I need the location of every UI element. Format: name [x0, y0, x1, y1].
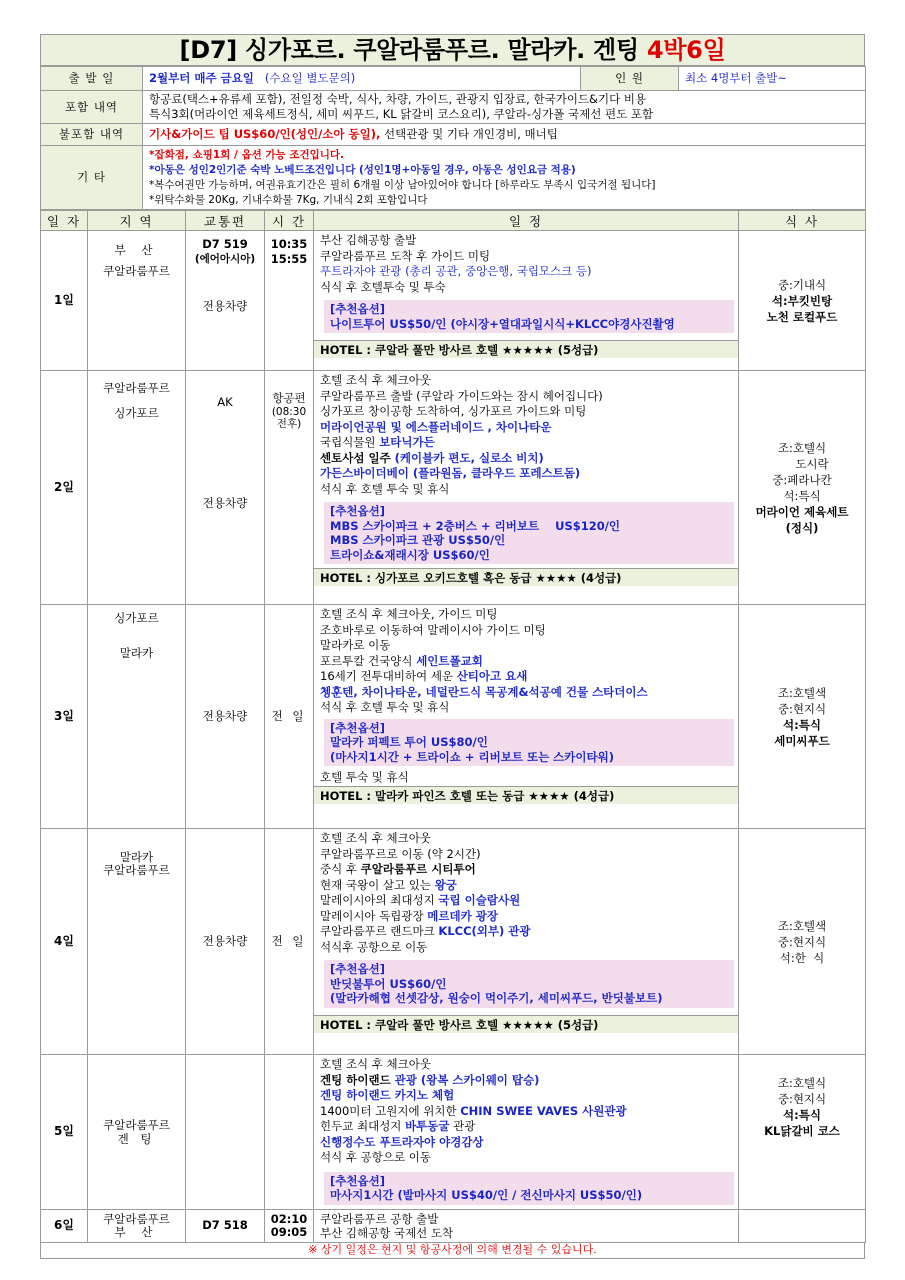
transport-cell — [186, 1055, 265, 1210]
time-cell: 전 일 — [265, 829, 314, 1055]
departure-value: 2월부터 매주 금요일 (수요일 별도문의) — [143, 67, 581, 91]
itinerary-cell: 호텔 조식 후 체크아웃 쿠알라룸푸르 출발 (쿠알라 가이드와는 잠시 헤어집니다) 싱가포르 창이공항 도착하여, 싱가포르 가이드와 미팅 머라이언공원 및 에스플러네이드 , 차이나타운 국립식물원 보타닉가든 센토사섬 일주 (케이블카 편도, 실로소 비치) 가든스바이더베이 (플라원돔, 클라우드 포레스트돔) 석식 후 호텔 투숙 및 휴식 [추천옵션] MBS 스카이파크 + 2층버스 + 리버보트 US$120/인 MBS 스카이파크 관광 US$50/인 트라이쇼&재래시장 US$60/인 HOTEL : 싱가포르 오키드호텔 혹은 동급 ★★★★ (4성급) — [314, 371, 739, 605]
included-label: 포함 내역 — [41, 91, 143, 124]
header-region: 지 역 — [88, 211, 186, 231]
region-cell: 말라카 쿠알라룸푸르 — [88, 829, 186, 1055]
info-table — [40, 66, 866, 210]
meal-cell: 조:호텔색 중:현지식 석:특식 세미씨푸드 — [739, 605, 866, 829]
option-box: [추천옵션] 마사지1시간 (발마사지 US$40/인 / 전신마사지 US$50/인) — [324, 1172, 734, 1205]
region-cell: 부 산 쿠알라룸푸르 — [88, 231, 186, 371]
etc-label: 기 타 — [41, 146, 143, 210]
etc-value: *잡화점, 쇼핑1회 / 옵션 가능 조건입니다. *아동은 성인2인기준 숙박 노베드조건입니다 (성인1명+아동일 경우, 아동은 성인요금 적용) *복수여권만 가능하며, 여권유효기간은 필히 6개월 이상 남아있어야 합니다 [하루라도 부족시 입국거절 됩니다] *위탁수화물 20Kg, 기내수화물 7Kg, 기내식 2회 포함입니다 — [143, 146, 866, 210]
page-title — [40, 34, 865, 66]
day-label: 4일 — [41, 829, 88, 1055]
itinerary-cell: 호텔 조식 후 체크아웃, 가이드 미팅 조호바루로 이동하여 말레이시아 가이드 미팅 말라카로 이동 포르투칼 건국양식 세인트폴교회 16세기 전투대비하여 세운 산티아고 요새 쳉훈텐, 차이나타운, 네덜란드식 목공계&석공예 건물 스타더이스 석식 후 호텔 투숙 및 휴식 [추천옵션] 말라카 퍼펙트 투어 US$80/인 (마사지1시간 + 트라이쇼 + 리버보트 또는 스카이타워) 호텔 투숙 및 휴식 HOTEL : 말라카 파인즈 호텔 또는 동급 ★★★★ (4성급) — [314, 605, 739, 829]
region-cell: 쿠알라룸푸르 겐 팅 — [88, 1055, 186, 1210]
day-label: 5일 — [41, 1055, 88, 1210]
itinerary-cell: 부산 김해공항 출발 쿠알라룸푸르 도착 후 가이드 미팅 푸트라자야 관광 (총리 공관, 중앙은행, 국립모스크 등) 식식 후 호텔투숙 및 투숙 [추천옵션] 나이트투어 US$50/인 (야시장+열대과일시식+KLCC야경사진촬영 HOTEL : 쿠알라 풀만 방사르 호텔 ★★★★★ (5성급) — [314, 231, 739, 371]
day-label: 2일 — [41, 371, 88, 605]
transport-cell: AK 전용차량 — [186, 371, 265, 605]
schedule-table — [40, 210, 866, 1243]
option-box: [추천옵션] 나이트투어 US$50/인 (야시장+열대과일시식+KLCC야경사진촬영 — [324, 300, 734, 333]
header-itinerary: 일 정 — [314, 211, 739, 231]
transport-cell: 전용차량 — [186, 829, 265, 1055]
people-value: 최소 4명부터 출발~ — [679, 67, 866, 91]
meal-cell — [739, 1209, 866, 1242]
excluded-value: 기사&가이드 팁 US$60/인(성인/소아 동일), 선택관광 및 기타 개인경비, 매너팁 — [143, 124, 866, 146]
option-box: [추천옵션] 말라카 퍼펙트 투어 US$80/인 (마사지1시간 + 트라이쇼 + 리버보트 또는 스카이타워) — [324, 719, 734, 767]
itinerary-cell: 호텔 조식 후 체크아웃 겐팅 하이랜드 관광 (왕복 스카이웨이 탑승) 겐팅 하이랜드 카지노 체험 1400미터 고원지에 위치한 CHIN SWEE VAVES 사원관광 힌두교 최대성지 바투동굴 관광 신행정수도 푸트라자야 야경감상 석식 후 공항으로 이동 [추천옵션] 마사지1시간 (발마사지 US$40/인 / 전신마사지 US$50/인) — [314, 1055, 739, 1210]
people-label: 인 원 — [581, 67, 679, 91]
meal-cell: 조:호텔색 중:현지식 석:한 식 — [739, 829, 866, 1055]
day-row-4 — [41, 829, 866, 1055]
meal-cell: 조:호텔식 도시락 중:페라나칸 석:특식 머라이언 제육세트 (정식) — [739, 371, 866, 605]
departure-label: 출 발 일 — [41, 67, 143, 91]
transport-cell: 전용차량 — [186, 605, 265, 829]
header-transport: 교통편 — [186, 211, 265, 231]
header-day: 일 자 — [41, 211, 88, 231]
hotel-line: HOTEL : 쿠알라 풀만 방사르 호텔 ★★★★★ (5성급) — [314, 340, 738, 358]
region-cell: 쿠알라룸푸르 싱가포르 — [88, 371, 186, 605]
footnote: ※ 상기 일정은 현지 및 항공사정에 의해 변경될 수 있습니다. — [40, 1243, 865, 1259]
meal-cell: 중:기내식 석:부킷빈탕 노천 로컬푸드 — [739, 231, 866, 371]
time-cell: 02:10 09:05 — [265, 1209, 314, 1242]
title-duration: 4박6일 — [646, 36, 726, 64]
meal-cell: 조:호텔식 중:현지식 석:특식 KL닭갈비 코스 — [739, 1055, 866, 1210]
time-cell — [265, 1055, 314, 1210]
time-cell: 10:35 15:55 — [265, 231, 314, 371]
time-cell: 전 일 — [265, 605, 314, 829]
hotel-line: HOTEL : 말라카 파인즈 호텔 또는 동급 ★★★★ (4성급) — [314, 786, 738, 804]
day-label: 1일 — [41, 231, 88, 371]
day-row-3 — [41, 605, 866, 829]
title-main: [D7] 싱가포르. 쿠알라룸푸르. 말라카. 겐팅 — [179, 36, 639, 64]
header-meals: 식 사 — [739, 211, 866, 231]
transport-cell: D7 518 — [186, 1209, 265, 1242]
region-cell: 싱가포르 말라카 — [88, 605, 186, 829]
day-row-2 — [41, 371, 866, 605]
itinerary-cell: 호텔 조식 후 체크아웃 쿠알라룸푸르로 이동 (약 2시간) 중식 후 쿠알라룸푸르 시티투어 현재 국왕이 살고 있는 왕궁 말레이시아의 최대성지 국립 이슬람사원 말레이시아 독립광장 메르데카 광장 쿠알라룸푸르 랜드마크 KLCC(외부) 관광 석식후 공항으로 이동 [추천옵션] 반딧불투어 US$60/인 (말라카해협 선셋감상, 원숭이 먹이주기, 세미씨푸드, 반딧불보트) HOTEL : 쿠알라 풀만 방사르 호텔 ★★★★★ (5성급) — [314, 829, 739, 1055]
region-cell: 쿠알라룸푸르 부 산 — [88, 1209, 186, 1242]
option-box: [추천옵션] MBS 스카이파크 + 2층버스 + 리버보트 US$120/인 MBS 스카이파크 관광 US$50/인 트라이쇼&재래시장 US$60/인 — [324, 502, 734, 564]
included-value: 항공료(택스+유류세 포함), 전일정 숙박, 식사, 차량, 가이드, 관광지 입장료, 한국가이드&기다 비용 특식3회(머라이언 제육세트정식, 세미 씨푸드, KL 닭갈비 코스요리), 쿠알라-싱가폴 국제선 편도 포함 — [143, 91, 866, 124]
day-row-1 — [41, 231, 866, 371]
itinerary-sheet — [40, 34, 865, 1259]
day-row-5 — [41, 1055, 866, 1210]
header-time: 시 간 — [265, 211, 314, 231]
itinerary-cell: 쿠알라룸푸르 공항 출발 부산 김해공항 국제선 도착 — [314, 1209, 739, 1242]
time-cell: 항공편 (08:30 전후) — [265, 371, 314, 605]
day-label: 6일 — [41, 1209, 88, 1242]
day-row-6 — [41, 1209, 866, 1242]
day-label: 3일 — [41, 605, 88, 829]
hotel-line: HOTEL : 싱가포르 오키드호텔 혹은 동급 ★★★★ (4성급) — [314, 568, 738, 586]
transport-cell: D7 519 (에어아시아) 전용차량 — [186, 231, 265, 371]
option-box: [추천옵션] 반딧불투어 US$60/인 (말라카해협 선셋감상, 원숭이 먹이주기, 세미씨푸드, 반딧불보트) — [324, 960, 734, 1008]
hotel-line: HOTEL : 쿠알라 풀만 방사르 호텔 ★★★★★ (5성급) — [314, 1015, 738, 1033]
excluded-label: 불포함 내역 — [41, 124, 143, 146]
